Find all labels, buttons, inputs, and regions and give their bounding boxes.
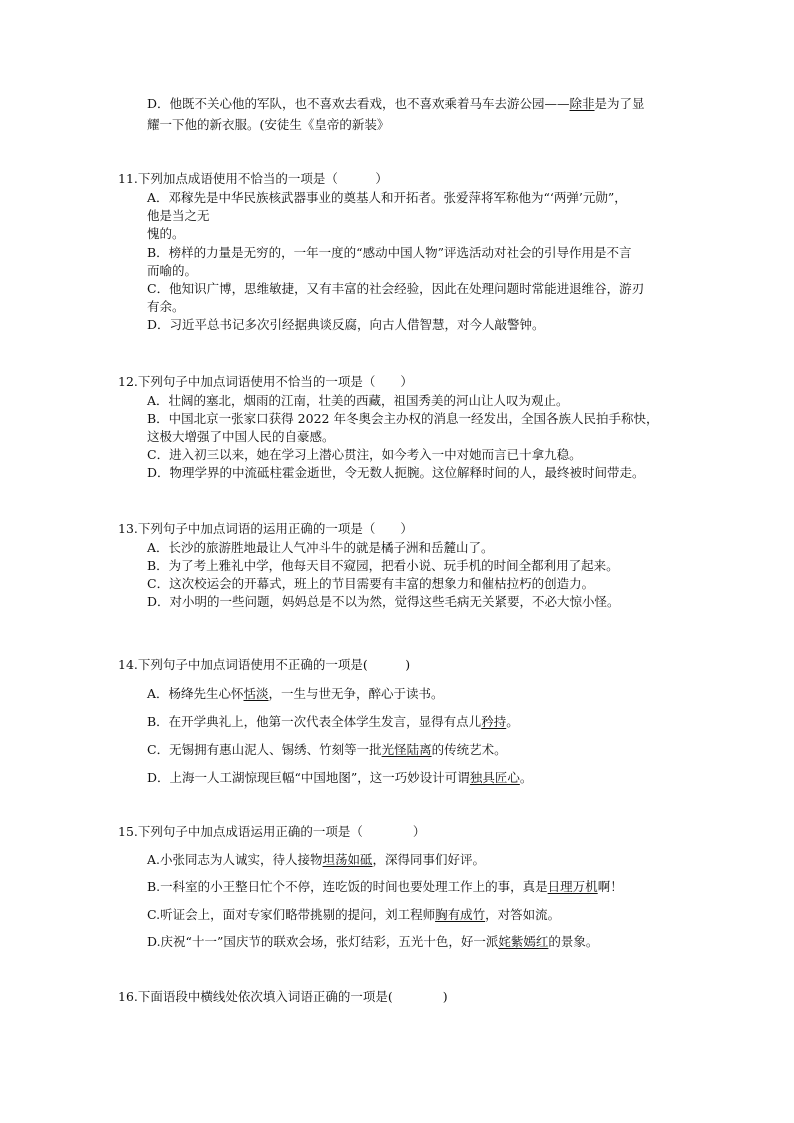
q14-option-a: A．杨绛先生心怀恬淡，一生与世无争，醉心于读书。 [147, 686, 444, 701]
q14-option-d: D．上海一人工湖惊现巨幅“中国地图”，这一巧妙设计可谓独具匠心。 [147, 770, 533, 785]
question-11-stem: 11.下列加点成语使用不恰当的一项是（ ） [118, 171, 388, 186]
q11-option-a-line2: 他是当之无 [147, 208, 210, 223]
q12-option-b-line2: 这极大增强了中国人民的自豪感。 [147, 429, 335, 444]
q11-option-a-line1: A．邓稼先是中华民族核武器事业的奠基人和开拓者。张爱萍将军称他为“‘两弹’元勋”， [147, 190, 627, 205]
question-14-stem: 14.下列句子中加点词语使用不正确的一项是( ) [118, 657, 411, 672]
q13-option-a-line1: A．长沙的旅游胜地最让人气冲斗牛的就是橘子洲和岳麓山了。 [147, 540, 494, 555]
q12-option-b-line1: B．中国北京一张家口获得 2022 年冬奥会主办权的消息一经发出，全国各族人民拍手称快， [147, 411, 659, 426]
q11-option-b-line2: 而喻的。 [147, 263, 198, 278]
question-13-stem: 13.下列句子中加点词语的运用正确的一项是（ ） [118, 521, 413, 536]
q11-option-c-line1: C．他知识广博，思维敏捷，又有丰富的社会经验，因此在处理问题时常能进退维谷，游刃 [147, 281, 645, 296]
q13-option-d-line1: D．对小明的一些问题，妈妈总是不以为然，觉得这些毛病无关紧要，不必大惊小怪。 [147, 594, 620, 609]
q11-option-c-line2: 有余。 [147, 299, 185, 314]
option-d-line2: 耀一下他的新衣服。(安徒生《皇帝的新装》 [147, 117, 390, 132]
q15-option-b: B.一科室的小王整日忙个不停，连吃饭的时间也要处理工作上的事，真是日理万机啊！ [147, 879, 623, 894]
q14-option-b: B．在开学典礼上，他第一次代表全体学生发言，显得有点儿矜持。 [147, 714, 519, 729]
question-12-stem: 12.下列句子中加点词语使用不恰当的一项是（ ） [118, 374, 413, 389]
q15-option-c: C.听证会上，面对专家们略带挑剔的提问，刘工程师胸有成竹，对答如流。 [147, 907, 561, 922]
q13-option-b-line1: B．为了考上雅礼中学，他每天目不窥园，把看小说、玩手机的时间全都利用了起来。 [147, 558, 619, 573]
question-16-stem: 16.下面语段中横线处依次填入词语正确的一项是( ) [118, 989, 448, 1004]
q11-option-a-line3: 愧的。 [147, 226, 185, 241]
q12-option-d-line1: D．物理学界的中流砥柱霍金逝世，令无数人扼腕。这位解释时间的人，最终被时间带走。 [147, 465, 645, 480]
q11-option-b-line1: B．榜样的力量是无穷的，一年一度的“感动中国人物”评选活动对社会的引导作用是不言 [147, 245, 632, 260]
q12-option-c-line1: C．进入初三以来，她在学习上潜心贯注，如今考入一中对她而言已十拿九稳。 [147, 447, 582, 462]
q11-option-d-line1: D．习近平总书记多次引经据典谈反腐，向古人借智慧，对今人敲警钟。 [147, 317, 545, 332]
q15-option-a: A.小张同志为人诚实，待人接物坦荡如砥，深得同事们好评。 [147, 852, 486, 867]
q15-option-d: D.庆祝“十一”国庆节的联欢会场，张灯结彩，五光十色，好一派姹紫嫣红的景象。 [147, 934, 599, 949]
q12-option-a-line1: A．壮阔的塞北，烟雨的江南，壮美的西藏，祖国秀美的河山让人叹为观止。 [147, 393, 569, 408]
question-15-stem: 15.下列句子中加点成语运用正确的一项是（ ） [118, 824, 426, 839]
q13-option-c-line1: C．这次校运会的开幕式，班上的节目需要有丰富的想象力和催枯拉朽的创造力。 [147, 576, 595, 591]
q14-option-c: C．无锡拥有惠山泥人、锡绣、竹刻等一批光怪陆离的传统艺术。 [147, 742, 507, 757]
option-d-line1: D．他既不关心他的军队，也不喜欢去看戏，也不喜欢乘着马车去游公园——除非是为了显 [147, 96, 645, 111]
